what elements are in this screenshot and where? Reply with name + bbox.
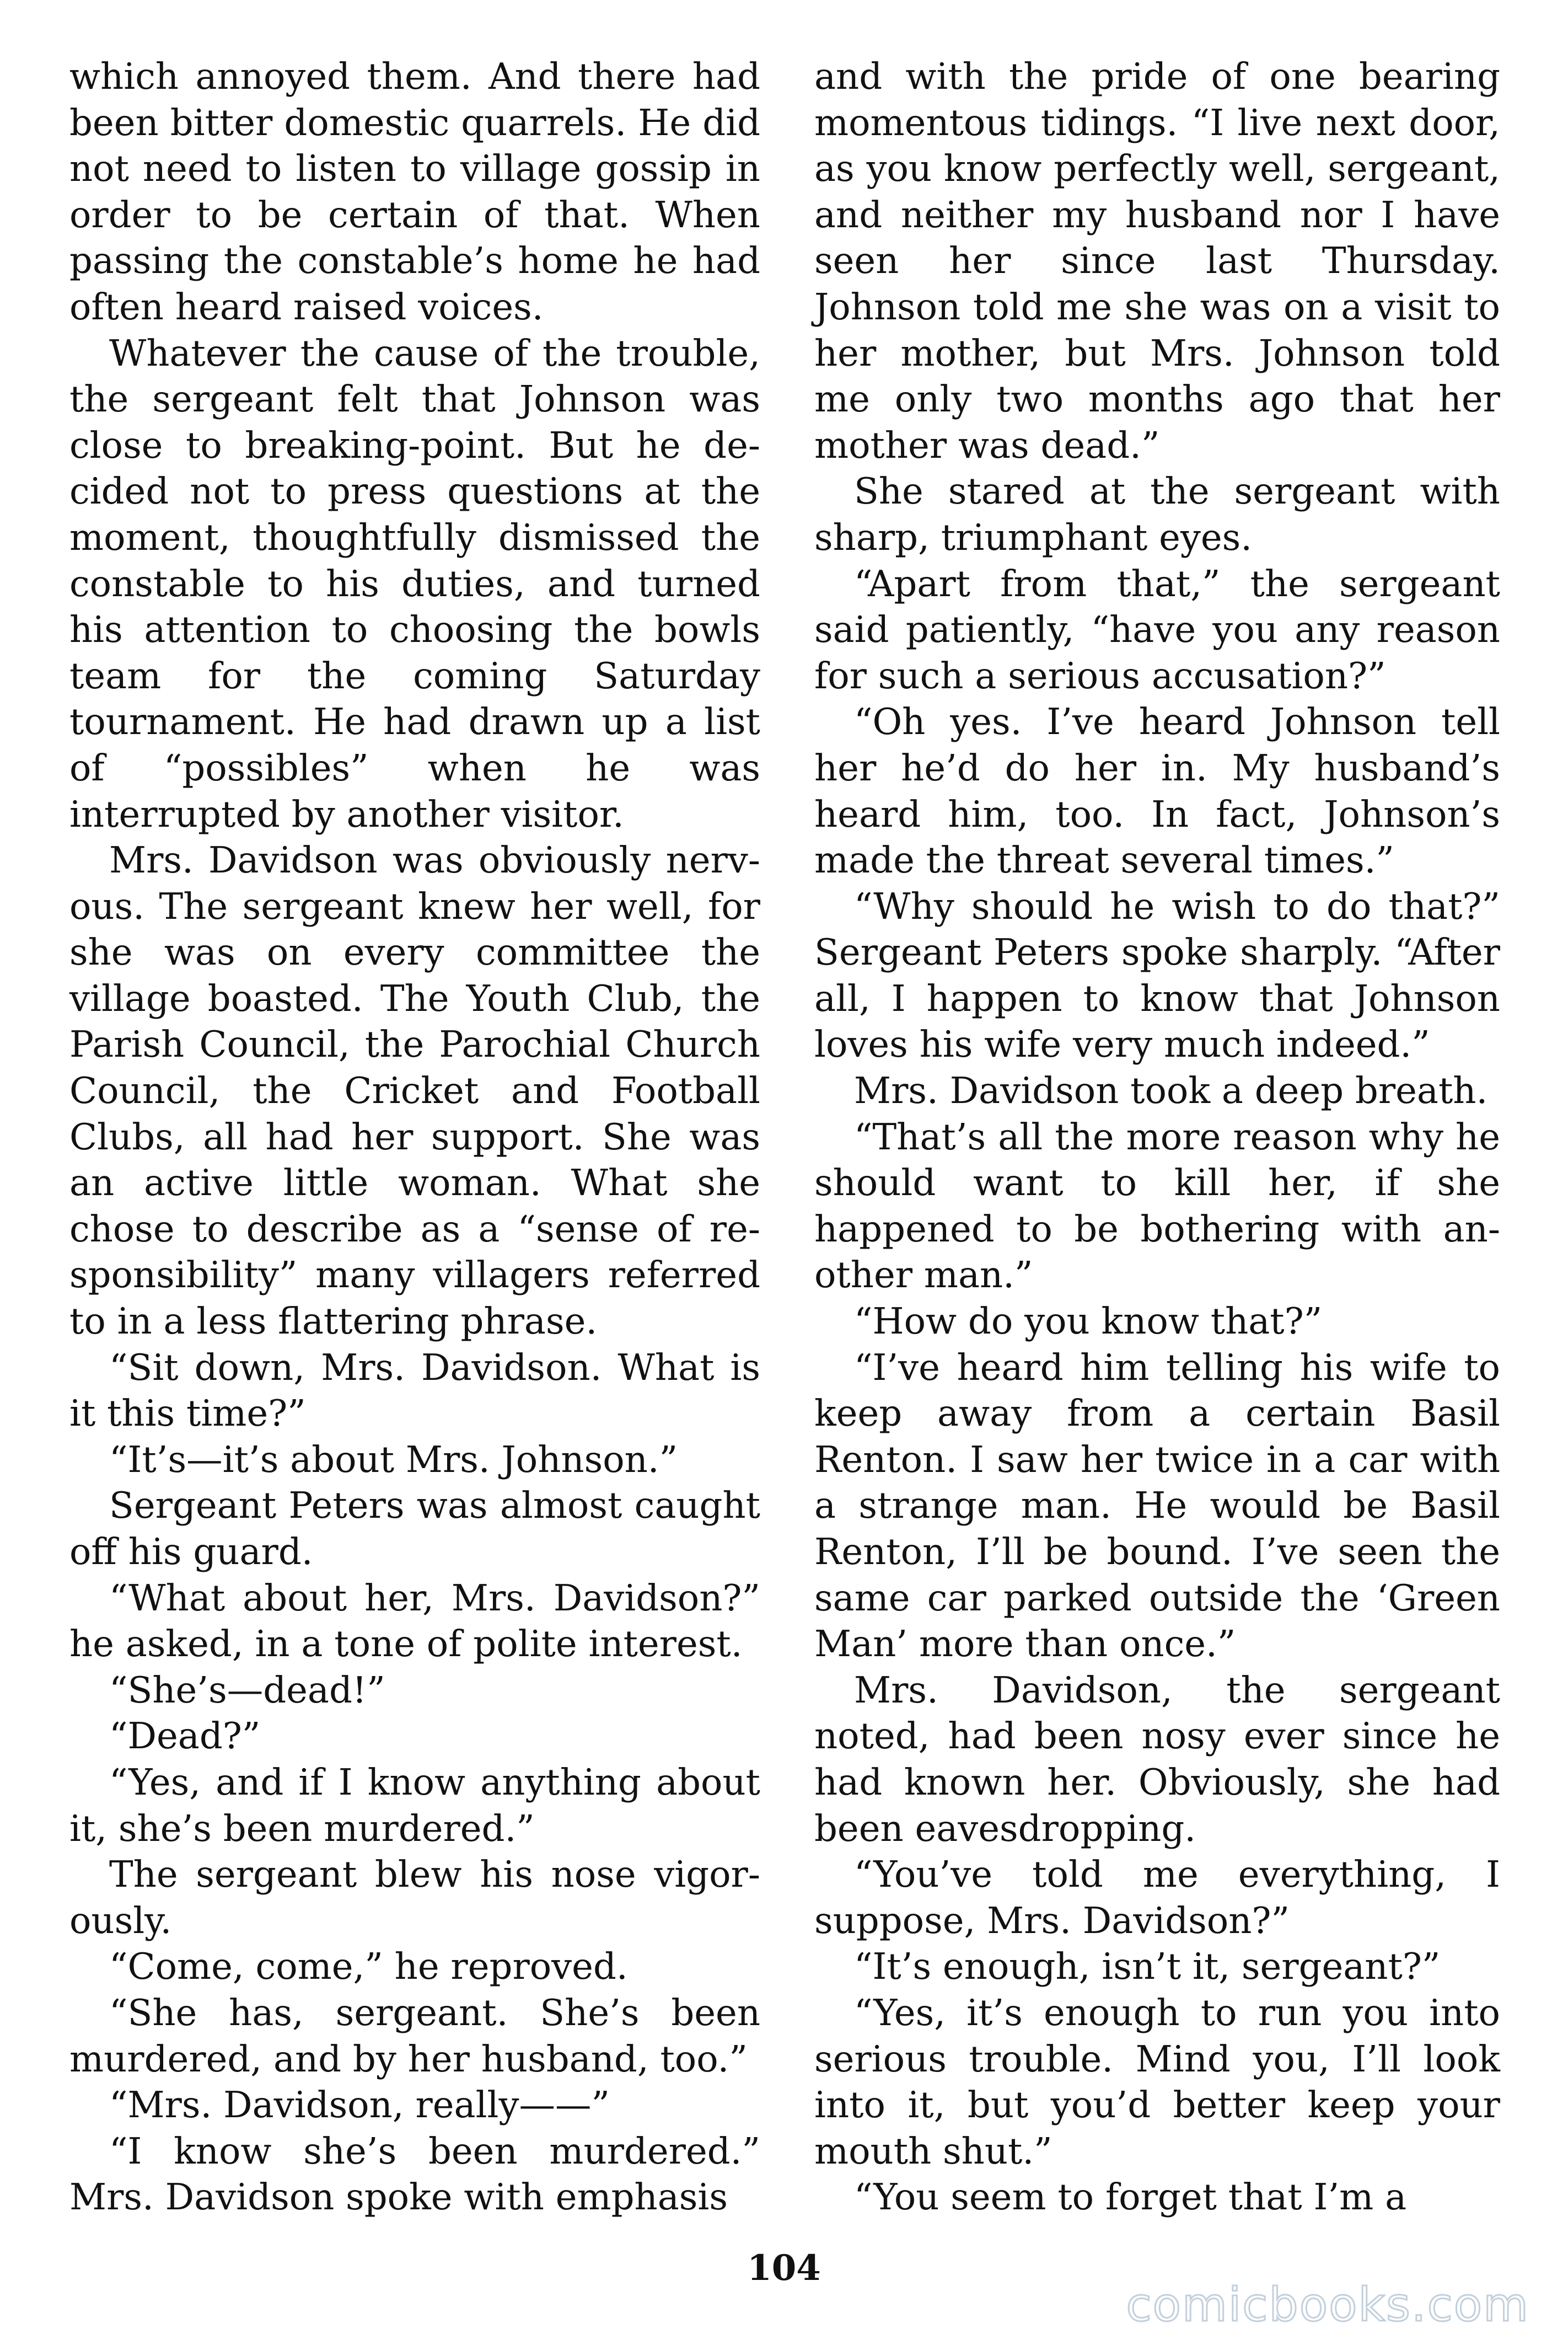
paragraph: She stared at the sergeant with sharp, triumphant eyes.: [814, 470, 1500, 559]
page-number: 104: [747, 2247, 821, 2289]
paragraph: “Apart from that,” the sergeant said patiently, “have you any reason for such a serious accusation?”: [814, 563, 1500, 697]
paragraph: “That’s all the more reason why he should want to kill her, if she happened to be bothering with another man.”: [814, 1116, 1500, 1297]
paragraph: “What about her, Mrs. Davidson?” he asked, in a tone of polite interest.: [69, 1577, 760, 1666]
paragraph: “Yes, it’s enough to run you into serious trouble. Mind you, I’ll look into it, but you’d better keep your mouth shut.”: [814, 1991, 1500, 2172]
paragraph: Mrs. Davidson, the sergeant noted, had been nosy ever since he had known her. Obviously, she had been eavesdropping.: [814, 1669, 1500, 1850]
paragraph: “She’s—dead!”: [109, 1669, 385, 1711]
paragraph: and with the pride of one bearing momentous tidings. “I live next door, as you know perfectly well, sergeant, and neither my husband nor I have seen her since last Thursday. Johnson told me she was on a visit to her mother, but Mrs. Johnson told me only two months ago that her mother was dead.”: [814, 56, 1500, 467]
paragraph: “Come, come,” he reproved.: [109, 1946, 628, 1988]
paragraph: “I’ve heard him telling his wife to keep away from a certain Basil Renton. I saw her twice in a car with a strange man. He would be Basil Renton, I’ll be bound. I’ve seen the same car parked outside the ‘Green Man’ more than once.”: [814, 1346, 1500, 1666]
paragraph: “Oh yes. I’ve heard Johnson tell her he’d do her in. My husband’s heard him, too. In fact, Johnson’s made the threat several times.”: [814, 701, 1500, 882]
paragraph: Whatever the cause of the trouble, the sergeant felt that Johnson was close to breaking-point. But he decided not to press questions at the moment, thoughtfully dismissed the constable to his duties, and turned his attention to choosing the bowls team for the coming Saturday tournament. He had drawn up a list of “possibles” when he was interrupted by another visitor.: [69, 332, 760, 836]
paragraph: “You’ve told me everything, I suppose, Mrs. Davidson?”: [814, 1854, 1500, 1942]
watermark: comicbooks.com: [1126, 2278, 1529, 2332]
right-text-column: [814, 54, 1500, 2221]
paragraph: Sergeant Peters was almost caught off his guard.: [69, 1485, 760, 1573]
paragraph: Mrs. Davidson was obviously nervous. The sergeant knew her well, for she was on every committee the village boasted. The Youth Club, the Parish Council, the Parochial Church Council, the Cricket and Football Clubs, all had her support. She was an active little woman. What she chose to describe as a “sense of responsibility” many villagers referred to in a less flattering phrase.: [69, 839, 760, 1343]
paragraph: “Sit down, Mrs. Davidson. What is it this time?”: [69, 1346, 760, 1435]
paragraph: Mrs. Davidson took a deep breath.: [854, 1070, 1488, 1112]
paragraph: “She has, sergeant. She’s been murdered, and by her husband, too.”: [69, 1991, 760, 2080]
left-text-column: [69, 54, 760, 2221]
paragraph: “You seem to forget that I’m a: [854, 2176, 1407, 2219]
paragraph: “It’s enough, isn’t it, sergeant?”: [854, 1946, 1441, 1988]
paragraph: “Dead?”: [109, 1715, 261, 1758]
paragraph: “Why should he wish to do that?” Sergeant Peters spoke sharply. “After all, I happen to know that Johnson loves his wife very much indeed.”: [814, 885, 1500, 1066]
paragraph: “Mrs. Davidson, really——”: [109, 2084, 610, 2127]
paragraph: The sergeant blew his nose vigorously.: [69, 1854, 760, 1942]
paragraph: which annoyed them. And there had been bitter domestic quarrels. He did not need to listen to village gossip in order to be certain of that. When passing the constable’s home he had often heard raised voices.: [69, 56, 760, 328]
paragraph: “It’s—it’s about Mrs. Johnson.”: [109, 1438, 678, 1481]
paragraph: “How do you know that?”: [854, 1300, 1323, 1343]
paragraph: “Yes, and if I know anything about it, she’s been murdered.”: [69, 1761, 760, 1850]
paragraph: “I know she’s been murdered.” Mrs. Davidson spoke with emphasis: [69, 2130, 760, 2219]
